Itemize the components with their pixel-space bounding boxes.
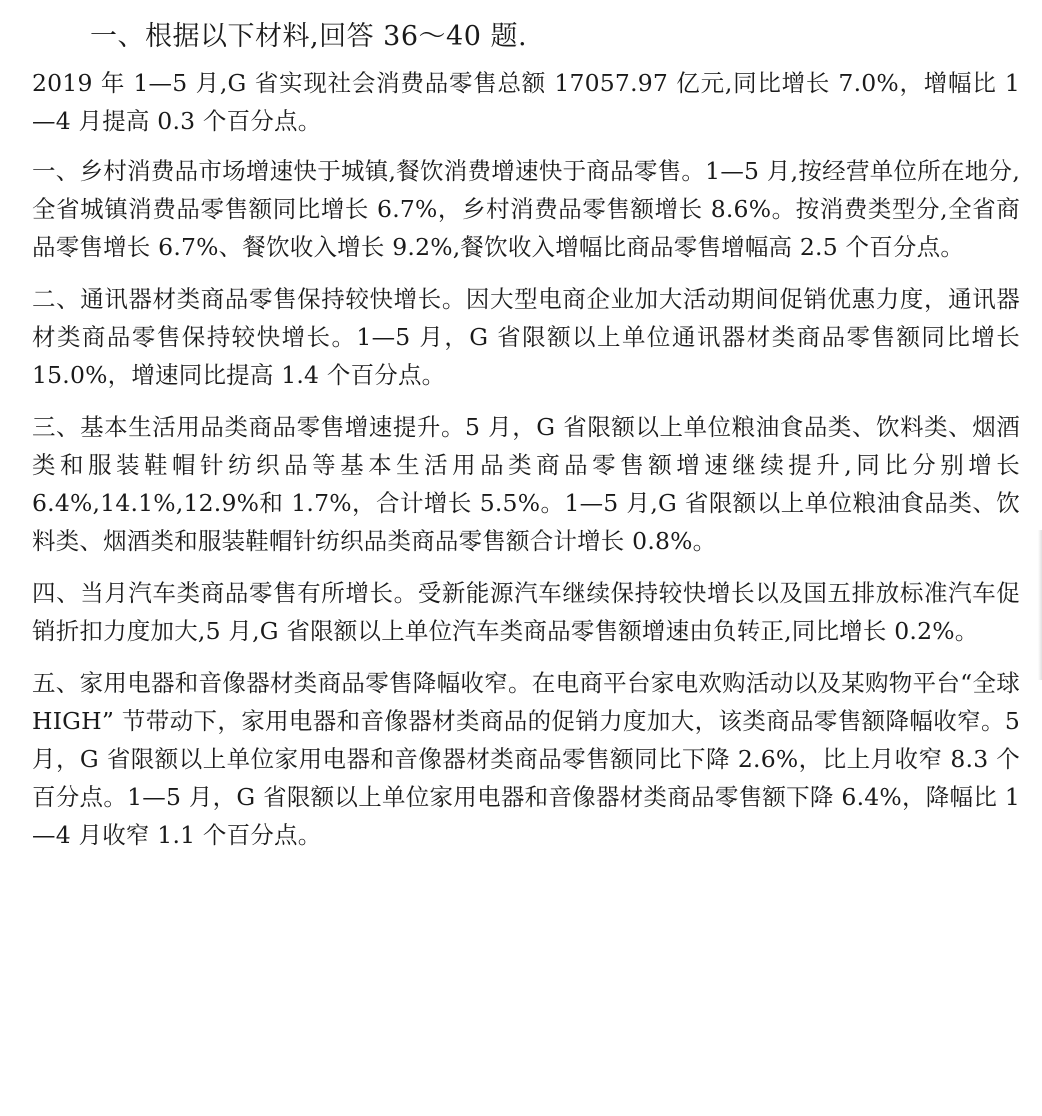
section-three-paragraph: 三、基本生活用品类商品零售增速提升。5 月，G 省限额以上单位粮油食品类、饮料类、烟酒类和服装鞋帽针纺织品等基本生活用品类商品零售额增速继续提升,同比分别增长 6.4%,14.1%,12.9%和 1.7%，合计增长 5.5%。1—5 月,G 省限额以上单位粮油食品类、饮料类、烟酒类和服装鞋帽针纺织品类商品零售额合计增长 0.8%。 xyxy=(32,413,1020,555)
intro-paragraph: 2019 年 1—5 月,G 省实现社会消费品零售总额 17057.97 亿元,同比增长 7.0%，增幅比 1—4 月提高 0.3 个百分点。 xyxy=(32,69,1020,135)
section-five-paragraph: 五、家用电器和音像器材类商品零售降幅收窄。在电商平台家电欢购活动以及某购物平台“全球 HIGH” 节带动下，家用电器和音像器材类商品的促销力度加大，该类商品零售额降幅收窄。5 月，G 省限额以上单位家用电器和音像器材类商品零售额同比下降 2.6%，比上月收窄 8.3 个百分点。1—5 月，G 省限额以上单位家用电器和音像器材类商品零售额下降 6.4%，降幅比 1—4 月收窄 1.1 个百分点。 xyxy=(32,669,1020,849)
section-two-paragraph: 二、通讯器材类商品零售保持较快增长。因大型电商企业加大活动期间促销优惠力度，通讯器材类商品零售保持较快增长。1—5 月，G 省限额以上单位通讯器材类商品零售额同比增长 15.0%，增速同比提高 1.4 个百分点。 xyxy=(32,285,1020,389)
question-heading: 一、根据以下材料,回答 36～40 题. xyxy=(90,21,528,52)
section-one-paragraph: 一、乡村消费品市场增速快于城镇,餐饮消费增速快于商品零售。1—5 月,按经营单位所在地分,全省城镇消费品零售额同比增长 6.7%，乡村消费品零售额增长 8.6%。按消费类型分,全省商品零售增长 6.7%、餐饮收入增长 9.2%,餐饮收入增幅比商品零售增幅高 2.5 个百分点。 xyxy=(32,157,1020,261)
section-four-paragraph: 四、当月汽车类商品零售有所增长。受新能源汽车继续保持较快增长以及国五排放标准汽车促销折扣力度加大,5 月,G 省限额以上单位汽车类商品零售额增速由负转正,同比增长 0.2%。 xyxy=(32,579,1020,645)
scan-edge-shadow xyxy=(1038,530,1042,680)
